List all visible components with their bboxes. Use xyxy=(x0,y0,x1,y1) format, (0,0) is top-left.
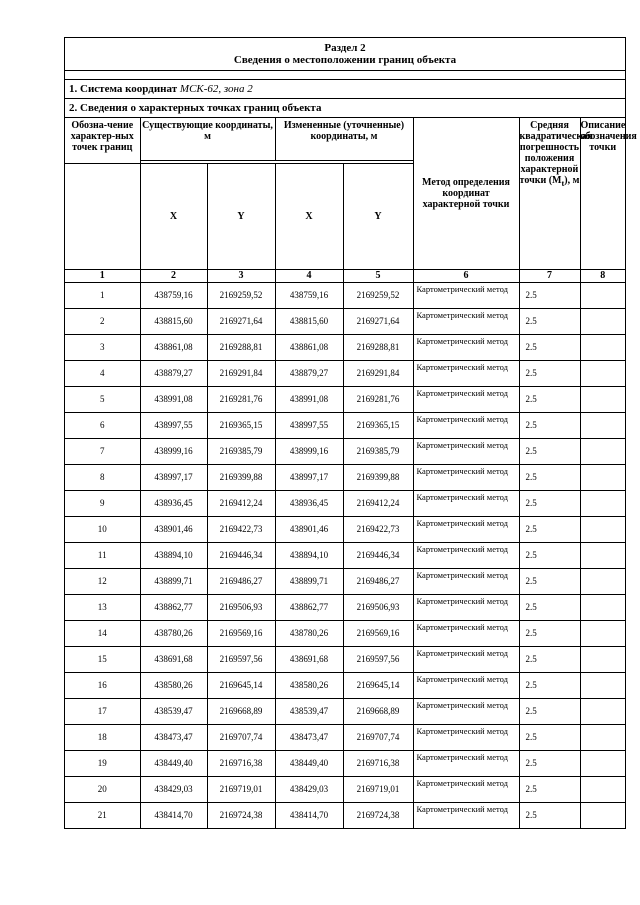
cell-existing-y: 2169288,81 xyxy=(207,334,275,360)
cell-changed-x: 438429,03 xyxy=(275,776,343,802)
header-designation: Обозна-чение характер-ных точек границ xyxy=(65,118,140,163)
cell-description xyxy=(580,620,625,646)
cell-changed-x: 438861,08 xyxy=(275,334,343,360)
table-row xyxy=(65,646,625,672)
cell-description xyxy=(580,490,625,516)
cell-changed-x: 438899,71 xyxy=(275,568,343,594)
coord-system-value: МСК-62, зона 2 xyxy=(179,83,253,95)
cell-existing-x: 438901,46 xyxy=(140,516,207,542)
cell-existing-y: 2169719,01 xyxy=(207,776,275,802)
cell-accuracy: 2.5 xyxy=(519,672,580,698)
cell-existing-y: 2169446,34 xyxy=(207,542,275,568)
cell-point-number: 7 xyxy=(65,438,140,464)
column-index-row: 1 2 3 4 5 6 7 8 xyxy=(65,269,625,282)
cell-changed-x: 438997,17 xyxy=(275,464,343,490)
cell-existing-x: 438429,03 xyxy=(140,776,207,802)
cell-existing-y: 2169645,14 xyxy=(207,672,275,698)
cell-changed-x: 438997,55 xyxy=(275,412,343,438)
cell-method: Картометрический метод xyxy=(413,412,519,438)
cell-point-number: 10 xyxy=(65,516,140,542)
cell-existing-x: 438449,40 xyxy=(140,750,207,776)
header-changed-y: Y xyxy=(343,163,413,269)
cell-changed-y: 2169385,79 xyxy=(343,438,413,464)
cell-description xyxy=(580,646,625,672)
cell-existing-x: 438894,10 xyxy=(140,542,207,568)
cell-changed-y: 2169271,64 xyxy=(343,308,413,334)
cell-point-number: 16 xyxy=(65,672,140,698)
cell-accuracy: 2.5 xyxy=(519,490,580,516)
cell-existing-y: 2169716,38 xyxy=(207,750,275,776)
cell-existing-x: 438999,16 xyxy=(140,438,207,464)
table-row xyxy=(65,776,625,802)
cell-changed-x: 438473,47 xyxy=(275,724,343,750)
cell-changed-x: 438691,68 xyxy=(275,646,343,672)
cell-method: Картометрический метод xyxy=(413,776,519,802)
cell-method: Картометрический метод xyxy=(413,308,519,334)
cell-point-number: 5 xyxy=(65,386,140,412)
cell-existing-x: 438580,26 xyxy=(140,672,207,698)
cell-method: Картометрический метод xyxy=(413,594,519,620)
table-row xyxy=(65,672,625,698)
cell-point-number: 8 xyxy=(65,464,140,490)
cell-changed-x: 438449,40 xyxy=(275,750,343,776)
header-changed-coords: Измененные (уточненные) координаты, м xyxy=(275,118,413,160)
cell-method: Картометрический метод xyxy=(413,802,519,828)
cell-changed-x: 438815,60 xyxy=(275,308,343,334)
cell-changed-y: 2169668,89 xyxy=(343,698,413,724)
cell-changed-y: 2169399,88 xyxy=(343,464,413,490)
section-header xyxy=(65,38,625,70)
cell-changed-y: 2169365,15 xyxy=(343,412,413,438)
cell-description xyxy=(580,412,625,438)
cell-existing-y: 2169486,27 xyxy=(207,568,275,594)
cell-existing-y: 2169271,64 xyxy=(207,308,275,334)
cell-method: Картометрический метод xyxy=(413,438,519,464)
header-changed-x: X xyxy=(275,163,343,269)
table-row xyxy=(65,412,625,438)
cell-changed-y: 2169597,56 xyxy=(343,646,413,672)
cell-changed-y: 2169288,81 xyxy=(343,334,413,360)
cell-existing-x: 438759,16 xyxy=(140,282,207,308)
cell-changed-x: 438901,46 xyxy=(275,516,343,542)
cell-existing-x: 438991,08 xyxy=(140,386,207,412)
cell-accuracy: 2.5 xyxy=(519,360,580,386)
cell-existing-x: 438899,71 xyxy=(140,568,207,594)
cell-accuracy: 2.5 xyxy=(519,698,580,724)
cell-existing-x: 438861,08 xyxy=(140,334,207,360)
cell-changed-y: 2169506,93 xyxy=(343,594,413,620)
cell-accuracy: 2.5 xyxy=(519,750,580,776)
cell-method: Картометрический метод xyxy=(413,490,519,516)
table-row xyxy=(65,334,625,360)
table-row xyxy=(65,698,625,724)
table-row xyxy=(65,308,625,334)
cell-method: Картометрический метод xyxy=(413,672,519,698)
cell-existing-y: 2169365,15 xyxy=(207,412,275,438)
cell-accuracy: 2.5 xyxy=(519,438,580,464)
table-row xyxy=(65,282,625,308)
cell-point-number: 14 xyxy=(65,620,140,646)
cell-accuracy: 2.5 xyxy=(519,802,580,828)
cell-point-number: 11 xyxy=(65,542,140,568)
cell-existing-y: 2169281,76 xyxy=(207,386,275,412)
cell-existing-x: 438473,47 xyxy=(140,724,207,750)
cell-point-number: 6 xyxy=(65,412,140,438)
coord-system-label: 1. Система координат xyxy=(69,83,178,95)
cell-method: Картометрический метод xyxy=(413,620,519,646)
cell-point-number: 17 xyxy=(65,698,140,724)
cell-changed-x: 438936,45 xyxy=(275,490,343,516)
cell-description xyxy=(580,594,625,620)
cell-description xyxy=(580,438,625,464)
cell-existing-x: 438691,68 xyxy=(140,646,207,672)
cell-point-number: 20 xyxy=(65,776,140,802)
cell-description xyxy=(580,698,625,724)
cell-changed-y: 2169259,52 xyxy=(343,282,413,308)
cell-method: Картометрический метод xyxy=(413,464,519,490)
cell-existing-x: 438879,27 xyxy=(140,360,207,386)
cell-existing-y: 2169597,56 xyxy=(207,646,275,672)
cell-existing-y: 2169506,93 xyxy=(207,594,275,620)
cell-method: Картометрический метод xyxy=(413,282,519,308)
cell-point-number: 9 xyxy=(65,490,140,516)
cell-existing-y: 2169291,84 xyxy=(207,360,275,386)
cell-changed-y: 2169281,76 xyxy=(343,386,413,412)
cell-description xyxy=(580,464,625,490)
cell-description xyxy=(580,386,625,412)
cell-accuracy: 2.5 xyxy=(519,646,580,672)
table-row xyxy=(65,490,625,516)
cell-description xyxy=(580,516,625,542)
cell-accuracy: 2.5 xyxy=(519,776,580,802)
cell-changed-y: 2169412,24 xyxy=(343,490,413,516)
header-description: Описание обозначения точки xyxy=(580,118,625,269)
cell-method: Картометрический метод xyxy=(413,568,519,594)
table-row xyxy=(65,516,625,542)
cell-changed-x: 438414,70 xyxy=(275,802,343,828)
document-frame xyxy=(64,37,637,829)
table-row xyxy=(65,464,625,490)
table-row xyxy=(65,438,625,464)
cell-description xyxy=(580,568,625,594)
cell-existing-y: 2169422,73 xyxy=(207,516,275,542)
cell-accuracy: 2.5 xyxy=(519,594,580,620)
cell-existing-x: 438539,47 xyxy=(140,698,207,724)
cell-description xyxy=(580,308,625,334)
header-designation-spacer xyxy=(65,163,140,269)
cell-existing-y: 2169724,38 xyxy=(207,802,275,828)
cell-existing-y: 2169385,79 xyxy=(207,438,275,464)
cell-existing-y: 2169259,52 xyxy=(207,282,275,308)
cell-existing-x: 438862,77 xyxy=(140,594,207,620)
cell-changed-x: 438759,16 xyxy=(275,282,343,308)
cell-existing-x: 438414,70 xyxy=(140,802,207,828)
table-row xyxy=(65,386,625,412)
cell-changed-y: 2169291,84 xyxy=(343,360,413,386)
cell-accuracy: 2.5 xyxy=(519,620,580,646)
cell-accuracy: 2.5 xyxy=(519,282,580,308)
cell-accuracy: 2.5 xyxy=(519,542,580,568)
cell-point-number: 21 xyxy=(65,802,140,828)
section-title: Сведения о местоположении границ объекта xyxy=(233,54,457,66)
cell-method: Картометрический метод xyxy=(413,542,519,568)
cell-accuracy: 2.5 xyxy=(519,334,580,360)
cell-point-number: 2 xyxy=(65,308,140,334)
cell-method: Картометрический метод xyxy=(413,646,519,672)
cell-method: Картометрический метод xyxy=(413,360,519,386)
table-row xyxy=(65,594,625,620)
cell-accuracy: 2.5 xyxy=(519,464,580,490)
table-row xyxy=(65,620,625,646)
cell-description xyxy=(580,776,625,802)
table-row xyxy=(65,750,625,776)
table-row xyxy=(65,724,625,750)
cell-point-number: 18 xyxy=(65,724,140,750)
cell-changed-x: 438539,47 xyxy=(275,698,343,724)
cell-existing-x: 438936,45 xyxy=(140,490,207,516)
cell-changed-x: 438894,10 xyxy=(275,542,343,568)
cell-point-number: 19 xyxy=(65,750,140,776)
cell-changed-y: 2169645,14 xyxy=(343,672,413,698)
points-table xyxy=(65,118,637,828)
table-row xyxy=(65,360,625,386)
table-row xyxy=(65,542,625,568)
cell-point-number: 15 xyxy=(65,646,140,672)
cell-existing-x: 438997,17 xyxy=(140,464,207,490)
header-existing-x: X xyxy=(140,163,207,269)
cell-changed-y: 2169422,73 xyxy=(343,516,413,542)
cell-method: Картометрический метод xyxy=(413,724,519,750)
cell-changed-y: 2169569,16 xyxy=(343,620,413,646)
cell-accuracy: 2.5 xyxy=(519,724,580,750)
cell-point-number: 4 xyxy=(65,360,140,386)
cell-description xyxy=(580,672,625,698)
cell-changed-x: 438780,26 xyxy=(275,620,343,646)
cell-method: Картометрический метод xyxy=(413,516,519,542)
cell-existing-x: 438780,26 xyxy=(140,620,207,646)
cell-changed-x: 438879,27 xyxy=(275,360,343,386)
cell-point-number: 13 xyxy=(65,594,140,620)
cell-description xyxy=(580,282,625,308)
cell-method: Картометрический метод xyxy=(413,698,519,724)
cell-changed-y: 2169716,38 xyxy=(343,750,413,776)
table-row xyxy=(65,802,625,828)
cell-existing-x: 438997,55 xyxy=(140,412,207,438)
cell-method: Картометрический метод xyxy=(413,386,519,412)
cell-description xyxy=(580,802,625,828)
cell-existing-y: 2169399,88 xyxy=(207,464,275,490)
cell-description xyxy=(580,750,625,776)
cell-changed-y: 2169486,27 xyxy=(343,568,413,594)
cell-changed-y: 2169446,34 xyxy=(343,542,413,568)
cell-point-number: 12 xyxy=(65,568,140,594)
cell-accuracy: 2.5 xyxy=(519,516,580,542)
cell-changed-x: 438580,26 xyxy=(275,672,343,698)
cell-existing-y: 2169569,16 xyxy=(207,620,275,646)
cell-description xyxy=(580,542,625,568)
header-accuracy: Средняя квадратическая погрешность положения характерной точки $(M_t)$, м xyxy=(519,118,580,269)
cell-method: Картометрический метод xyxy=(413,750,519,776)
cell-description xyxy=(580,334,625,360)
table-row xyxy=(65,568,625,594)
cell-description xyxy=(580,360,625,386)
cell-point-number: 1 xyxy=(65,282,140,308)
cell-changed-x: 438991,08 xyxy=(275,386,343,412)
cell-changed-y: 2169724,38 xyxy=(343,802,413,828)
cell-accuracy: 2.5 xyxy=(519,412,580,438)
header-method: Метод определения координат характерной точки xyxy=(413,118,519,269)
cell-existing-x: 438815,60 xyxy=(140,308,207,334)
cell-changed-y: 2169719,01 xyxy=(343,776,413,802)
cell-existing-y: 2169668,89 xyxy=(207,698,275,724)
cell-accuracy: 2.5 xyxy=(519,568,580,594)
cell-existing-y: 2169412,24 xyxy=(207,490,275,516)
cell-changed-x: 438999,16 xyxy=(275,438,343,464)
cell-changed-x: 438862,77 xyxy=(275,594,343,620)
cell-accuracy: 2.5 xyxy=(519,386,580,412)
coord-system-line xyxy=(65,80,625,98)
cell-existing-y: 2169707,74 xyxy=(207,724,275,750)
header-existing-coords: Существующие координаты, м xyxy=(140,118,275,160)
cell-changed-y: 2169707,74 xyxy=(343,724,413,750)
cell-accuracy: 2.5 xyxy=(519,308,580,334)
cell-method: Картометрический метод xyxy=(413,334,519,360)
section-number: Раздел 2 xyxy=(324,42,366,54)
header-existing-y: Y xyxy=(207,163,275,269)
cell-point-number: 3 xyxy=(65,334,140,360)
points-section-title: 2. Сведения о характерных точках границ объекта xyxy=(69,102,322,114)
cell-description xyxy=(580,724,625,750)
